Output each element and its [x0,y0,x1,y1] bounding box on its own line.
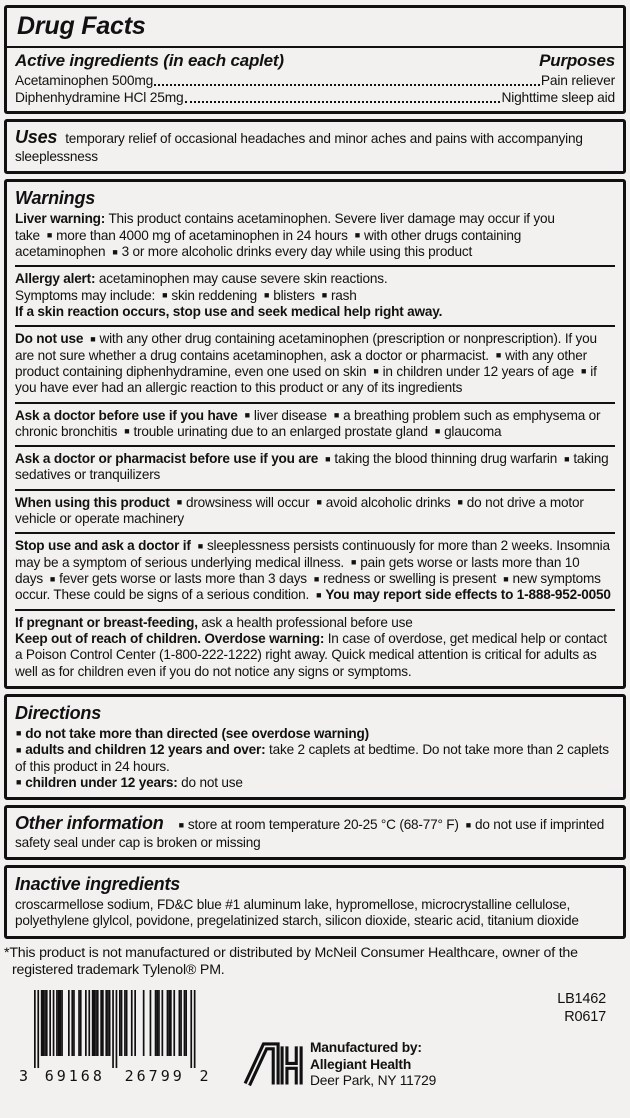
inactive-ingredients-heading: Inactive ingredients [15,874,181,895]
dotted-leader [185,101,501,103]
svg-text:69168: 69168 [44,1067,105,1085]
uses-box [4,119,626,174]
ingredient-row [15,89,615,110]
upc-barcode [18,990,214,1089]
lot-codes [557,990,606,1026]
svg-text:2: 2 [199,1067,212,1085]
allergy-alert-group: Allergy alert: acetaminophen may cause severe skin reactions. Symptoms may include: ■ skin reddening ■ blisters ■ rash If a skin reaction occurs, stop use and seek medical help right away. [15,265,615,325]
manufacturer-text [310,1040,436,1090]
ingredient-purpose: Pain reliever [540,73,615,88]
footer [4,945,626,1118]
other-information-text: Other information ■ store at room temperature 20-25 °C (68-77° F) ■ do not use if imprinted safety seal under cap is broken or missing [15,813,605,850]
drug-facts-header-box [4,5,626,114]
drug-facts-title: Drug Facts [17,12,146,40]
inactive-ingredients-box [4,865,626,939]
tylenol-disclaimer: *This product is not manufactured or distributed by McNeil Consumer Healthcare, owner of the registered trademark Tylenol® PM. [4,944,578,979]
other-information-box [4,805,626,860]
active-ingredients-header [15,48,615,72]
purposes-heading: Purposes [539,51,615,70]
directions-heading: Directions [15,702,102,723]
ingredient-purpose: Nighttime sleep aid [501,90,615,106]
liver-warning-group [15,183,615,265]
warnings-box [4,179,626,689]
ingredient-name: Diphenhydramine HCl 25mg [15,90,184,106]
ingredient-name: Acetaminophen 500mg [15,73,154,88]
inactive-ingredients-group [15,869,615,935]
pregnancy-group: If pregnant or breast-feeding, ask a health professional before use Keep out of reach of children. Overdose warning: In case of overdose, get medical help or contact a Poison Control Center (1-800-222-1222) right away. Quick medical attention is critical for adults as well as for children even if you do not notice any signs or symptoms. [15,609,615,685]
manufacturer-name: Allegiant Health [310,1056,412,1072]
directions-box [4,694,626,800]
allegiant-health-logo-icon [242,1041,304,1089]
ask-doctor-group: Ask a doctor before use if you have ■ liver disease ■ a breathing problem such as emphysema or chronic bronchitis ■ trouble urinating due to an enlarged prostate gland ■ glaucoma [15,402,615,446]
lot-code-2: R0617 [564,1009,606,1026]
barcode-image [18,990,214,1084]
lot-code-1: LB1462 [557,991,606,1008]
when-using-group: When using this product ■ drowsiness will occur ■ avoid alcoholic drinks ■ do not drive a motor vehicle or operate machinery [15,489,615,533]
manufacturer-address: Deer Park, NY 11729 [310,1073,437,1089]
footer-row [4,988,626,1118]
do-not-use-group: Do not use ■ with any other drug containing acetaminophen (prescription or nonprescription). If you are not sure whether a drug contains acetaminophen, ask a doctor or pharmacist. ■ with any other product containing diphenhydramine, even one used on skin ■ in children under 12 years of age ■ if you have ever had an allergic reaction to this product or any of its ingredients [15,325,615,401]
directions-text: ■ do not take more than directed (see overdose warning) ■ adults and children 12 years and over: take 2 caplets at bedtime. Do not take more than 2 caplets of this product in 24 hours. ■ children under 12 years: do not use [15,725,609,790]
manufactured-by-label: Manufactured by: [310,1040,422,1056]
inactive-ingredients-text: croscarmellose sodium, FD&C blue #1 aluminum lake, hypromellose, microcrystalline cellulose, polyethylene glylcol, povidone, pregelatinized starch, silicon dioxide, stearic acid, titanium dioxide [15,897,579,929]
ask-pharmacist-group: Ask a doctor or pharmacist before use if you are ■ taking the blood thinning drug warfarin ■ taking sedatives or tranquilizers [15,445,615,489]
stop-use-group: Stop use and ask a doctor if ■ sleeplessness persists continuously for more than 2 weeks. Insomnia may be a symptom of serious underlying medical illness. ■ pain gets worse or lasts more than 10 days ■ fever gets worse or lasts more than 3 days ■ redness or swelling is present ■ new symptoms occur. These could be signs of a serious condition. ■ You may report side effects to 1-888-952-0050 [15,532,615,608]
dotted-leader [154,84,540,86]
svg-text:26799: 26799 [124,1067,185,1085]
active-ingredients-heading: Active ingredients (in each caplet) [15,51,284,70]
liver-warning-text: Liver warning: This product contains acetaminophen. Severe liver damage may occur if you take ■ more than 4000 mg of acetaminophen in 24 hours ■ with other drugs containing acetaminophen ■ 3 or more alcoholic drinks every day while using this product [15,211,555,259]
svg-text:3: 3 [18,1067,32,1085]
directions-group [15,698,615,796]
warnings-heading: Warnings [15,188,96,209]
uses-text: Uses temporary relief of occasional headaches and minor aches and pains with accompanying sleeplessness [15,127,583,165]
ingredient-row [15,72,615,89]
manufacturer-block [242,1040,436,1090]
